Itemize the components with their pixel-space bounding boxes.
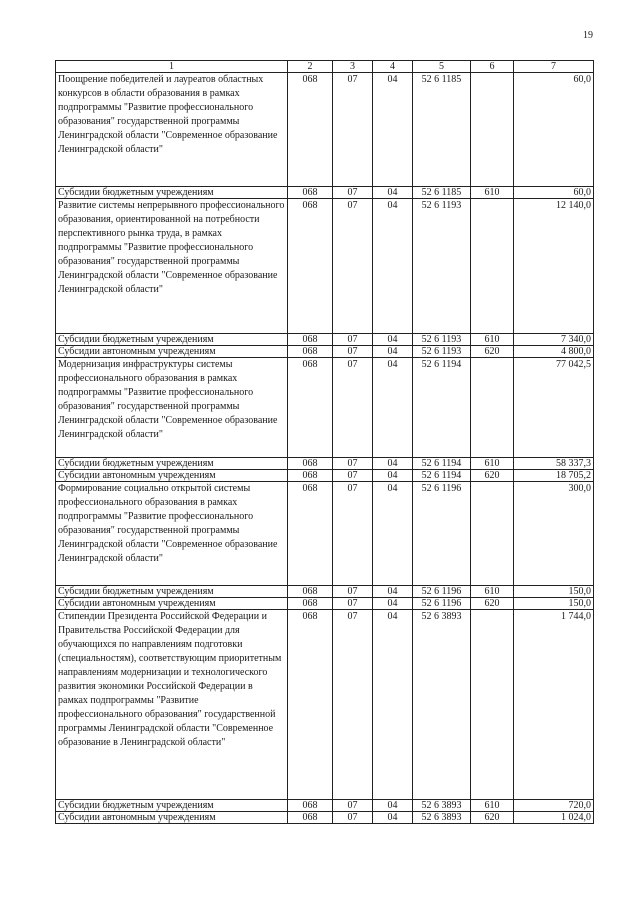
- table-row: [56, 598, 594, 610]
- row-expense-type-cell: 620: [471, 470, 514, 482]
- row-subsection-cell: 04: [373, 598, 413, 610]
- row-section-cell: 07: [333, 334, 373, 346]
- row-expense-type-cell: [471, 199, 514, 334]
- row-subsection-cell: 04: [373, 199, 413, 334]
- row-target-cell: 52 6 1185: [413, 187, 471, 199]
- row-section-cell: 07: [333, 800, 373, 812]
- row-expense-type-cell: 620: [471, 812, 514, 824]
- row-target-cell: 52 6 3893: [413, 610, 471, 800]
- row-code-cell: 068: [288, 458, 333, 470]
- row-name-cell: Развитие системы непрерывного профессионального образования, ориентированной на потребности перспективного рынка труда, в рамках подпрограммы "Развитие профессионального образования" государственной программы Ленинградской области "Современное образование Ленинградской области": [56, 199, 288, 334]
- row-code-cell: 068: [288, 358, 333, 458]
- row-amount-cell: 1 744,0: [514, 610, 594, 800]
- row-target-cell: 52 6 3893: [413, 800, 471, 812]
- column-header: 5: [413, 61, 471, 73]
- row-amount-cell: 58 337,3: [514, 458, 594, 470]
- row-code-cell: 068: [288, 187, 333, 199]
- row-code-cell: 068: [288, 598, 333, 610]
- row-expense-type-cell: [471, 358, 514, 458]
- column-header: 6: [471, 61, 514, 73]
- row-section-cell: 07: [333, 187, 373, 199]
- row-subsection-cell: 04: [373, 334, 413, 346]
- row-target-cell: 52 6 1193: [413, 199, 471, 334]
- row-subsection-cell: 04: [373, 482, 413, 586]
- row-subsection-cell: 04: [373, 610, 413, 800]
- table-row: [56, 73, 594, 187]
- row-subsection-cell: 04: [373, 470, 413, 482]
- table-row: [56, 358, 594, 458]
- row-code-cell: 068: [288, 334, 333, 346]
- row-amount-cell: 12 140,0: [514, 199, 594, 334]
- row-code-cell: 068: [288, 199, 333, 334]
- column-header: 1: [56, 61, 288, 73]
- row-subsection-cell: 04: [373, 458, 413, 470]
- row-code-cell: 068: [288, 346, 333, 358]
- row-target-cell: 52 6 3893: [413, 812, 471, 824]
- row-name-cell: Формирование социально открытой системы профессионального образования в рамках подпрограммы "Развитие профессионального образования" государственной программы Ленинградской области "Современное образование Ленинградской области": [56, 482, 288, 586]
- row-name-cell: Субсидии бюджетным учреждениям: [56, 334, 288, 346]
- row-target-cell: 52 6 1193: [413, 334, 471, 346]
- row-target-cell: 52 6 1196: [413, 586, 471, 598]
- row-section-cell: 07: [333, 199, 373, 334]
- row-subsection-cell: 04: [373, 346, 413, 358]
- row-name-cell: Поощрение победителей и лауреатов областных конкурсов в области образования в рамках подпрограммы "Развитие профессионального образования" государственной программы Ленинградской области "Современное образование Ленинградской области": [56, 73, 288, 187]
- row-amount-cell: 18 705,2: [514, 470, 594, 482]
- row-section-cell: 07: [333, 610, 373, 800]
- row-expense-type-cell: 620: [471, 346, 514, 358]
- row-expense-type-cell: 610: [471, 334, 514, 346]
- row-target-cell: 52 6 1194: [413, 470, 471, 482]
- budget-table: [55, 60, 594, 824]
- row-expense-type-cell: 610: [471, 187, 514, 199]
- row-name-cell: Субсидии автономным учреждениям: [56, 346, 288, 358]
- row-code-cell: 068: [288, 586, 333, 598]
- table-row: [56, 800, 594, 812]
- row-code-cell: 068: [288, 470, 333, 482]
- row-subsection-cell: 04: [373, 586, 413, 598]
- row-name-cell: Субсидии бюджетным учреждениям: [56, 800, 288, 812]
- row-name-cell: Стипендии Президента Российской Федерации и Правительства Российской Федерации для обучающихся по направлениям подготовки (специальностям), соответствующим приоритетным направлениям модернизации и технологического развития экономики Российской Федерации в рамках подпрограммы "Развитие профессионального образования" государственной программы Ленинградской области "Современное образование в Ленинградской области": [56, 610, 288, 800]
- row-subsection-cell: 04: [373, 812, 413, 824]
- row-code-cell: 068: [288, 812, 333, 824]
- table-row: [56, 458, 594, 470]
- row-name-cell: Субсидии бюджетным учреждениям: [56, 586, 288, 598]
- row-expense-type-cell: [471, 610, 514, 800]
- table-row: [56, 586, 594, 598]
- row-amount-cell: 60,0: [514, 187, 594, 199]
- column-header: 4: [373, 61, 413, 73]
- row-target-cell: 52 6 1193: [413, 346, 471, 358]
- row-section-cell: 07: [333, 73, 373, 187]
- table-row: [56, 346, 594, 358]
- table-row: [56, 187, 594, 199]
- row-amount-cell: 77 042,5: [514, 358, 594, 458]
- row-amount-cell: 300,0: [514, 482, 594, 586]
- row-code-cell: 068: [288, 482, 333, 586]
- row-section-cell: 07: [333, 598, 373, 610]
- row-subsection-cell: 04: [373, 358, 413, 458]
- row-target-cell: 52 6 1196: [413, 598, 471, 610]
- row-expense-type-cell: 620: [471, 598, 514, 610]
- table-body: [56, 73, 594, 824]
- table-row: [56, 482, 594, 586]
- row-expense-type-cell: 610: [471, 586, 514, 598]
- row-name-cell: Субсидии автономным учреждениям: [56, 470, 288, 482]
- row-section-cell: 07: [333, 458, 373, 470]
- row-target-cell: 52 6 1194: [413, 458, 471, 470]
- row-code-cell: 068: [288, 610, 333, 800]
- row-code-cell: 068: [288, 800, 333, 812]
- table-row: [56, 199, 594, 334]
- row-section-cell: 07: [333, 358, 373, 458]
- row-target-cell: 52 6 1185: [413, 73, 471, 187]
- row-subsection-cell: 04: [373, 800, 413, 812]
- table-row: [56, 334, 594, 346]
- row-name-cell: Модернизация инфраструктуры системы профессионального образования в рамках подпрограммы "Развитие профессионального образования" государственной программы Ленинградской области "Современное образование Ленинградской области": [56, 358, 288, 458]
- row-name-cell: Субсидии бюджетным учреждениям: [56, 458, 288, 470]
- row-subsection-cell: 04: [373, 187, 413, 199]
- table-row: [56, 470, 594, 482]
- row-subsection-cell: 04: [373, 73, 413, 187]
- row-name-cell: Субсидии автономным учреждениям: [56, 812, 288, 824]
- row-amount-cell: 4 800,0: [514, 346, 594, 358]
- row-amount-cell: 7 340,0: [514, 334, 594, 346]
- row-code-cell: 068: [288, 73, 333, 187]
- row-section-cell: 07: [333, 812, 373, 824]
- row-amount-cell: 1 024,0: [514, 812, 594, 824]
- row-expense-type-cell: 610: [471, 458, 514, 470]
- row-amount-cell: 150,0: [514, 586, 594, 598]
- row-section-cell: 07: [333, 346, 373, 358]
- row-target-cell: 52 6 1196: [413, 482, 471, 586]
- row-amount-cell: 150,0: [514, 598, 594, 610]
- row-expense-type-cell: [471, 482, 514, 586]
- column-header: 7: [514, 61, 594, 73]
- row-name-cell: Субсидии бюджетным учреждениям: [56, 187, 288, 199]
- row-section-cell: 07: [333, 482, 373, 586]
- row-expense-type-cell: [471, 73, 514, 187]
- row-amount-cell: 720,0: [514, 800, 594, 812]
- row-name-cell: Субсидии автономным учреждениям: [56, 598, 288, 610]
- table-header-row: [56, 61, 594, 73]
- column-header: 2: [288, 61, 333, 73]
- table-row: [56, 610, 594, 800]
- row-expense-type-cell: 610: [471, 800, 514, 812]
- row-section-cell: 07: [333, 586, 373, 598]
- row-amount-cell: 60,0: [514, 73, 594, 187]
- page-number: 19: [583, 30, 593, 41]
- column-header: 3: [333, 61, 373, 73]
- row-section-cell: 07: [333, 470, 373, 482]
- row-target-cell: 52 6 1194: [413, 358, 471, 458]
- table-row: [56, 812, 594, 824]
